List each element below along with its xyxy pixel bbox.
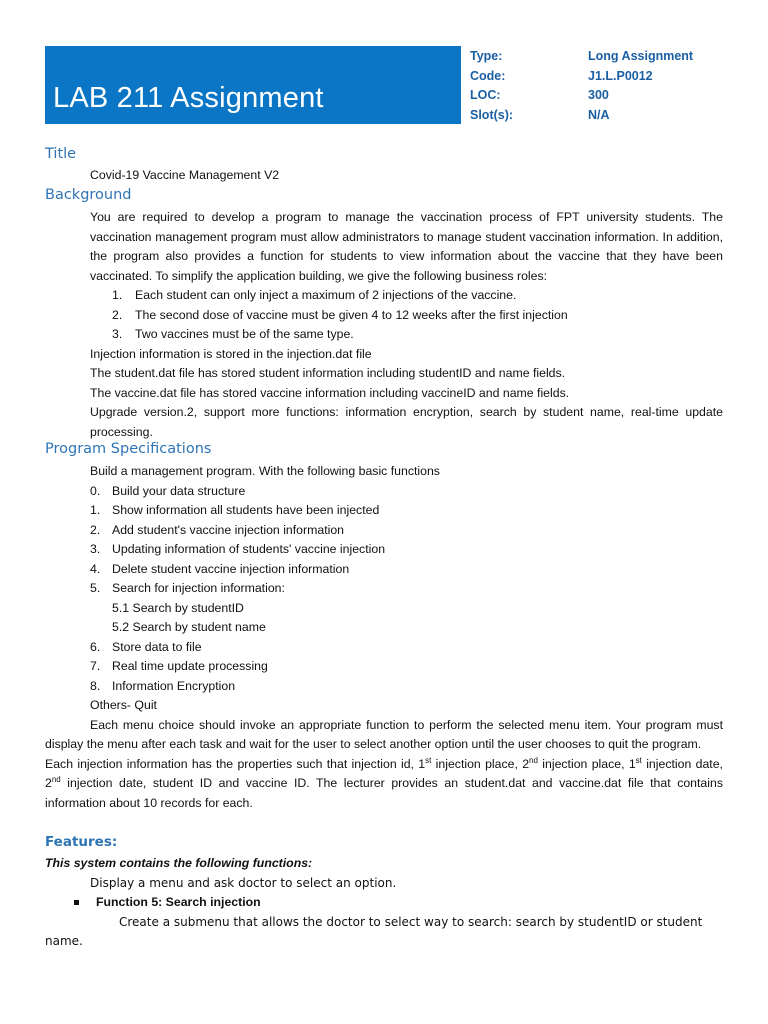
features-body [45,854,723,952]
title-text: Covid-19 Vaccine Management V2 [90,168,280,182]
assignment-meta [470,49,730,127]
meta-row-slots: Slot(s): N/A [470,107,610,122]
sub-function: 5.1 Search by studentID [112,600,244,615]
document-title: LAB 211 Assignment [53,82,324,114]
list-item: 3. Updating information of students' vaccine injection [90,542,386,556]
header-banner [45,46,461,124]
sub-function: 5.2 Search by student name [112,620,266,634]
business-rules-list [45,286,723,345]
function-5-description: Create a submenu that allows the doctor to select way to search: search by studentID or student name. [45,914,703,948]
note-upgrade: Upgrade version.2, support more functions: information encryption, search by student name, real-time update processing. [90,405,723,439]
list-item: 6. Store data to file [90,639,202,654]
bullet-square-icon [74,900,79,905]
list-item: 1. Each student can only inject a maximum of 2 injections of the vaccine. [112,288,517,302]
list-item: 1. Show information all students have been injected [90,503,380,517]
section-heading-background: Background [45,187,132,203]
list-item: 0. Build your data structure [90,483,246,498]
meta-row-loc: LOC: 300 [470,88,609,102]
list-item: 7. Real time update processing [90,659,268,673]
list-item: 8. Information Encryption [90,678,236,693]
menu-instruction: Display a menu and ask doctor to select an option. [90,875,397,890]
functions-list-continued [45,638,723,697]
list-item: 2. Add student's vaccine injection information [90,522,345,537]
list-item: 2. The second dose of vaccine must be given 4 to 12 weeks after the first injection [112,307,568,322]
section-heading-title: Title [45,146,77,162]
list-item: 4. Delete student vaccine injection information [90,561,350,576]
features-subtitle: This system contains the following functions: [45,856,313,870]
injection-properties-paragraph: Each injection information has the properties such that injection id, 1st injection place, 2nd injection place, 1st injection date, 2nd injection date, student ID and vaccine ID. The lecturer provides an student.dat and vaccine.dat file that contains information about 10 records for each. [45,755,723,810]
functions-list [45,482,723,599]
background-body [45,208,723,442]
others-quit: Others- Quit [90,698,157,712]
background-intro: You are required to develop a program to manage the vaccination process of FPT university students. The vaccination management program must allow administrators to manage student vaccination information. In addition, the program also provides a function for students to view information about the vaccine that they have been vaccinated. To simplify the application building, we give the following business roles: [90,210,723,283]
list-item: 3. Two vaccines must be of the same type. [112,327,354,341]
menu-paragraph: Each menu choice should invoke an appropriate function to perform the selected menu item. Your program must display the menu after each task and wait for the user to select another option until the user chooses to quit the program. [45,717,723,751]
section-heading-program-specs: Program Specifications [45,441,212,457]
meta-row-type: Type: Long Assignment [470,49,694,63]
list-item: 5. Search for injection information: [90,581,285,595]
function-5-title: Function 5: Search injection [45,893,723,913]
note-student-file: The student.dat file has stored student information including studentID and name fields. [90,366,566,380]
note-vaccine-file: The vaccine.dat file has stored vaccine information including vaccineID and name fields. [90,385,570,400]
section-heading-features: Features: [45,834,118,850]
program-specs-body [45,462,723,813]
note-injection-file: Injection information is stored in the injection.dat file [90,346,372,361]
specs-intro: Build a management program. With the following basic functions [90,464,440,478]
meta-row-code: Code: J1.L.P0012 [470,68,653,83]
